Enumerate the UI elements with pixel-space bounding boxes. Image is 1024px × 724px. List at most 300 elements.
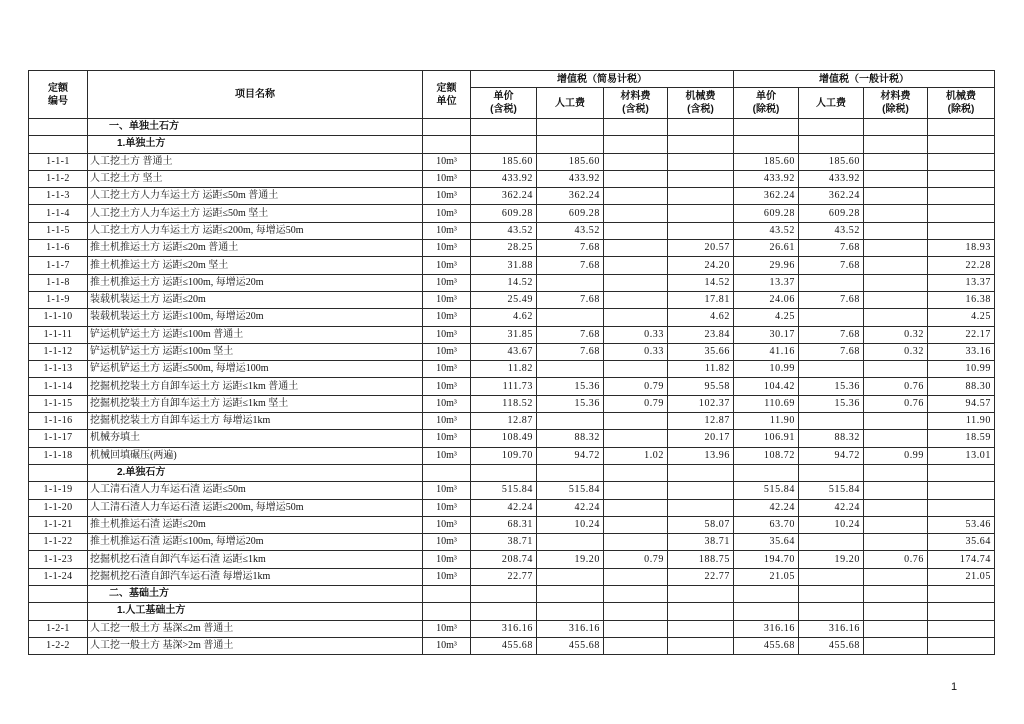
labor-cost-simple: 609.28 xyxy=(537,205,604,222)
unit-price-excl-tax: 515.84 xyxy=(734,482,799,499)
table-row xyxy=(29,378,995,395)
item-name: 机械回填碾压(两遍) xyxy=(88,447,423,464)
header-material-cost-excl-tax: 材料费 (除税) xyxy=(864,88,928,119)
quota-code: 1-1-7 xyxy=(29,257,88,274)
quota-unit: 10m³ xyxy=(423,637,471,654)
item-name: 铲运机铲运土方 运距≤100m 坚土 xyxy=(88,343,423,360)
empty-cell xyxy=(604,136,668,153)
machinery-cost-excl-tax: 13.01 xyxy=(928,447,995,464)
table-row xyxy=(29,153,995,170)
quota-code: 1-1-21 xyxy=(29,516,88,533)
material-cost-excl-tax xyxy=(864,413,928,430)
labor-cost-simple: 43.52 xyxy=(537,222,604,239)
table-row xyxy=(29,534,995,551)
empty-cell xyxy=(799,586,864,603)
material-cost-incl-tax: 0.79 xyxy=(604,395,668,412)
material-cost-excl-tax: 0.99 xyxy=(864,447,928,464)
material-cost-excl-tax xyxy=(864,637,928,654)
labor-cost-simple: 15.36 xyxy=(537,395,604,412)
labor-cost-simple: 94.72 xyxy=(537,447,604,464)
machinery-cost-incl-tax: 13.96 xyxy=(668,447,734,464)
item-name: 人工挖土方人力车运土方 运距≤50m 坚土 xyxy=(88,205,423,222)
subsection-heading-row xyxy=(29,603,995,620)
empty-cell xyxy=(799,464,864,481)
unit-price-incl-tax: 4.62 xyxy=(471,309,537,326)
table-row xyxy=(29,551,995,568)
material-cost-excl-tax: 0.32 xyxy=(864,326,928,343)
quota-code: 1-1-12 xyxy=(29,343,88,360)
material-cost-incl-tax xyxy=(604,568,668,585)
labor-cost-simple xyxy=(537,568,604,585)
unit-price-excl-tax: 11.90 xyxy=(734,413,799,430)
material-cost-incl-tax: 0.79 xyxy=(604,551,668,568)
empty-cell xyxy=(668,603,734,620)
empty-cell xyxy=(864,464,928,481)
labor-cost-simple xyxy=(537,309,604,326)
material-cost-excl-tax: 0.76 xyxy=(864,551,928,568)
subsection-heading-row xyxy=(29,136,995,153)
empty-cell xyxy=(864,136,928,153)
subsection-title: 1.人工基础土方 xyxy=(88,603,423,620)
machinery-cost-incl-tax: 35.66 xyxy=(668,343,734,360)
empty-cell xyxy=(423,136,471,153)
quota-code: 1-1-20 xyxy=(29,499,88,516)
labor-cost-general: 609.28 xyxy=(799,205,864,222)
labor-cost-general: 10.24 xyxy=(799,516,864,533)
empty-cell xyxy=(29,586,88,603)
material-cost-incl-tax: 1.02 xyxy=(604,447,668,464)
item-name: 挖掘机挖装土方自卸车运土方 每增运1km xyxy=(88,413,423,430)
labor-cost-simple: 7.68 xyxy=(537,326,604,343)
empty-cell xyxy=(734,464,799,481)
quota-unit: 10m³ xyxy=(423,378,471,395)
unit-price-incl-tax: 609.28 xyxy=(471,205,537,222)
machinery-cost-incl-tax: 188.75 xyxy=(668,551,734,568)
quota-table-container xyxy=(28,70,994,655)
unit-price-excl-tax: 106.91 xyxy=(734,430,799,447)
empty-cell xyxy=(604,464,668,481)
table-row xyxy=(29,205,995,222)
material-cost-incl-tax xyxy=(604,153,668,170)
unit-price-incl-tax: 515.84 xyxy=(471,482,537,499)
machinery-cost-excl-tax: 22.17 xyxy=(928,326,995,343)
quota-unit: 10m³ xyxy=(423,222,471,239)
labor-cost-general: 7.68 xyxy=(799,257,864,274)
unit-price-excl-tax: 24.06 xyxy=(734,291,799,308)
unit-price-incl-tax: 108.49 xyxy=(471,430,537,447)
material-cost-excl-tax xyxy=(864,516,928,533)
quota-code: 1-1-4 xyxy=(29,205,88,222)
labor-cost-simple: 42.24 xyxy=(537,499,604,516)
quota-unit: 10m³ xyxy=(423,291,471,308)
item-name: 挖掘机挖装土方自卸车运土方 运距≤1km 普通土 xyxy=(88,378,423,395)
quota-unit: 10m³ xyxy=(423,257,471,274)
unit-price-excl-tax: 108.72 xyxy=(734,447,799,464)
empty-cell xyxy=(864,603,928,620)
material-cost-excl-tax xyxy=(864,153,928,170)
machinery-cost-excl-tax: 11.90 xyxy=(928,413,995,430)
material-cost-excl-tax xyxy=(864,534,928,551)
header-quota-code: 定额 编号 xyxy=(29,71,88,119)
quota-unit: 10m³ xyxy=(423,326,471,343)
empty-cell xyxy=(537,603,604,620)
material-cost-excl-tax xyxy=(864,430,928,447)
labor-cost-general: 455.68 xyxy=(799,637,864,654)
quota-code: 1-1-2 xyxy=(29,170,88,187)
item-name: 推土机推运石渣 运距≤20m xyxy=(88,516,423,533)
subsection-heading-row xyxy=(29,464,995,481)
material-cost-incl-tax xyxy=(604,170,668,187)
machinery-cost-incl-tax: 20.17 xyxy=(668,430,734,447)
material-cost-excl-tax xyxy=(864,568,928,585)
material-cost-incl-tax xyxy=(604,499,668,516)
quota-code: 1-1-6 xyxy=(29,240,88,257)
section-title: 一、单独土石方 xyxy=(88,119,423,136)
material-cost-incl-tax xyxy=(604,291,668,308)
machinery-cost-incl-tax: 95.58 xyxy=(668,378,734,395)
empty-cell xyxy=(471,464,537,481)
material-cost-excl-tax xyxy=(864,274,928,291)
empty-cell xyxy=(864,586,928,603)
machinery-cost-excl-tax xyxy=(928,620,995,637)
empty-cell xyxy=(928,136,995,153)
table-row xyxy=(29,430,995,447)
empty-cell xyxy=(734,586,799,603)
material-cost-incl-tax xyxy=(604,361,668,378)
material-cost-excl-tax xyxy=(864,170,928,187)
material-cost-incl-tax xyxy=(604,222,668,239)
machinery-cost-incl-tax xyxy=(668,482,734,499)
labor-cost-simple: 7.68 xyxy=(537,240,604,257)
empty-cell xyxy=(799,603,864,620)
table-row xyxy=(29,516,995,533)
unit-price-incl-tax: 43.52 xyxy=(471,222,537,239)
quota-code: 1-2-1 xyxy=(29,620,88,637)
labor-cost-simple xyxy=(537,274,604,291)
material-cost-incl-tax xyxy=(604,516,668,533)
labor-cost-general xyxy=(799,274,864,291)
unit-price-excl-tax: 316.16 xyxy=(734,620,799,637)
quota-code: 1-1-24 xyxy=(29,568,88,585)
header-general-tax-group: 增值税（一般计税） xyxy=(734,71,995,88)
material-cost-excl-tax xyxy=(864,499,928,516)
empty-cell xyxy=(29,136,88,153)
labor-cost-general: 15.36 xyxy=(799,378,864,395)
unit-price-incl-tax: 22.77 xyxy=(471,568,537,585)
machinery-cost-incl-tax: 12.87 xyxy=(668,413,734,430)
labor-cost-general: 88.32 xyxy=(799,430,864,447)
labor-cost-simple xyxy=(537,361,604,378)
empty-cell xyxy=(471,586,537,603)
unit-price-excl-tax: 26.61 xyxy=(734,240,799,257)
material-cost-incl-tax xyxy=(604,240,668,257)
header-machinery-cost-excl-tax: 机械费 (除税) xyxy=(928,88,995,119)
quota-code: 1-1-8 xyxy=(29,274,88,291)
machinery-cost-excl-tax xyxy=(928,188,995,205)
quota-code: 1-1-16 xyxy=(29,413,88,430)
labor-cost-simple: 7.68 xyxy=(537,343,604,360)
material-cost-incl-tax xyxy=(604,309,668,326)
quota-unit: 10m³ xyxy=(423,153,471,170)
empty-cell xyxy=(423,603,471,620)
machinery-cost-excl-tax xyxy=(928,637,995,654)
machinery-cost-excl-tax: 21.05 xyxy=(928,568,995,585)
machinery-cost-incl-tax xyxy=(668,637,734,654)
table-row xyxy=(29,170,995,187)
quota-unit: 10m³ xyxy=(423,516,471,533)
empty-cell xyxy=(928,603,995,620)
material-cost-incl-tax: 0.79 xyxy=(604,378,668,395)
item-name: 人工挖土方 普通土 xyxy=(88,153,423,170)
table-row xyxy=(29,637,995,654)
empty-cell xyxy=(471,119,537,136)
empty-cell xyxy=(537,464,604,481)
quota-unit: 10m³ xyxy=(423,205,471,222)
machinery-cost-excl-tax: 4.25 xyxy=(928,309,995,326)
table-row xyxy=(29,222,995,239)
labor-cost-simple: 362.24 xyxy=(537,188,604,205)
item-name: 挖掘机挖石渣自卸汽车运石渣 运距≤1km xyxy=(88,551,423,568)
labor-cost-general: 19.20 xyxy=(799,551,864,568)
table-row xyxy=(29,413,995,430)
subsection-title: 1.单独土方 xyxy=(88,136,423,153)
item-name: 机械夯填土 xyxy=(88,430,423,447)
machinery-cost-incl-tax xyxy=(668,205,734,222)
quota-code: 1-2-2 xyxy=(29,637,88,654)
unit-price-incl-tax: 11.82 xyxy=(471,361,537,378)
machinery-cost-incl-tax: 14.52 xyxy=(668,274,734,291)
labor-cost-general: 15.36 xyxy=(799,395,864,412)
material-cost-incl-tax xyxy=(604,188,668,205)
unit-price-excl-tax: 21.05 xyxy=(734,568,799,585)
quota-unit: 10m³ xyxy=(423,430,471,447)
unit-price-excl-tax: 30.17 xyxy=(734,326,799,343)
header-item-name: 项目名称 xyxy=(88,71,423,119)
quota-unit: 10m³ xyxy=(423,188,471,205)
unit-price-excl-tax: 609.28 xyxy=(734,205,799,222)
material-cost-incl-tax xyxy=(604,274,668,291)
machinery-cost-incl-tax: 17.81 xyxy=(668,291,734,308)
material-cost-excl-tax xyxy=(864,257,928,274)
labor-cost-simple: 515.84 xyxy=(537,482,604,499)
unit-price-excl-tax: 4.25 xyxy=(734,309,799,326)
material-cost-excl-tax xyxy=(864,361,928,378)
table-row xyxy=(29,361,995,378)
quota-unit: 10m³ xyxy=(423,499,471,516)
labor-cost-simple: 15.36 xyxy=(537,378,604,395)
unit-price-excl-tax: 63.70 xyxy=(734,516,799,533)
unit-price-excl-tax: 10.99 xyxy=(734,361,799,378)
labor-cost-general xyxy=(799,534,864,551)
header-labor-cost-simple: 人工费 xyxy=(537,88,604,119)
unit-price-incl-tax: 31.85 xyxy=(471,326,537,343)
unit-price-excl-tax: 110.69 xyxy=(734,395,799,412)
machinery-cost-incl-tax xyxy=(668,499,734,516)
quota-code: 1-1-3 xyxy=(29,188,88,205)
empty-cell xyxy=(928,586,995,603)
quota-unit: 10m³ xyxy=(423,447,471,464)
item-name: 挖掘机挖石渣自卸汽车运石渣 每增运1km xyxy=(88,568,423,585)
empty-cell xyxy=(668,586,734,603)
unit-price-excl-tax: 362.24 xyxy=(734,188,799,205)
empty-cell xyxy=(668,119,734,136)
labor-cost-general: 94.72 xyxy=(799,447,864,464)
labor-cost-general: 316.16 xyxy=(799,620,864,637)
empty-cell xyxy=(537,119,604,136)
machinery-cost-excl-tax xyxy=(928,170,995,187)
quota-unit: 10m³ xyxy=(423,534,471,551)
machinery-cost-excl-tax: 10.99 xyxy=(928,361,995,378)
unit-price-incl-tax: 14.52 xyxy=(471,274,537,291)
empty-cell xyxy=(668,464,734,481)
machinery-cost-excl-tax: 88.30 xyxy=(928,378,995,395)
empty-cell xyxy=(423,586,471,603)
unit-price-incl-tax: 43.67 xyxy=(471,343,537,360)
machinery-cost-incl-tax xyxy=(668,620,734,637)
quota-code: 1-1-11 xyxy=(29,326,88,343)
quota-code: 1-1-19 xyxy=(29,482,88,499)
quota-code: 1-1-15 xyxy=(29,395,88,412)
quota-unit: 10m³ xyxy=(423,413,471,430)
item-name: 挖掘机挖装土方自卸车运土方 运距≤1km 坚土 xyxy=(88,395,423,412)
table-row xyxy=(29,326,995,343)
unit-price-excl-tax: 433.92 xyxy=(734,170,799,187)
unit-price-excl-tax: 13.37 xyxy=(734,274,799,291)
quota-code: 1-1-22 xyxy=(29,534,88,551)
empty-cell xyxy=(604,603,668,620)
table-row xyxy=(29,257,995,274)
machinery-cost-excl-tax xyxy=(928,499,995,516)
machinery-cost-excl-tax xyxy=(928,482,995,499)
material-cost-incl-tax: 0.33 xyxy=(604,326,668,343)
quota-unit: 10m³ xyxy=(423,395,471,412)
unit-price-incl-tax: 12.87 xyxy=(471,413,537,430)
labor-cost-simple: 19.20 xyxy=(537,551,604,568)
machinery-cost-incl-tax: 22.77 xyxy=(668,568,734,585)
item-name: 装载机装运土方 运距≤100m, 每增运20m xyxy=(88,309,423,326)
labor-cost-general: 42.24 xyxy=(799,499,864,516)
machinery-cost-excl-tax: 18.93 xyxy=(928,240,995,257)
table-header xyxy=(29,71,995,119)
header-unit-price-excl-tax: 单价 (除税) xyxy=(734,88,799,119)
machinery-cost-incl-tax: 20.57 xyxy=(668,240,734,257)
labor-cost-general xyxy=(799,309,864,326)
machinery-cost-excl-tax: 94.57 xyxy=(928,395,995,412)
machinery-cost-excl-tax xyxy=(928,205,995,222)
material-cost-excl-tax xyxy=(864,482,928,499)
unit-price-excl-tax: 42.24 xyxy=(734,499,799,516)
empty-cell xyxy=(471,136,537,153)
machinery-cost-excl-tax xyxy=(928,222,995,239)
labor-cost-simple xyxy=(537,534,604,551)
unit-price-excl-tax: 41.16 xyxy=(734,343,799,360)
labor-cost-simple xyxy=(537,413,604,430)
quota-unit: 10m³ xyxy=(423,240,471,257)
table-row xyxy=(29,499,995,516)
material-cost-excl-tax xyxy=(864,222,928,239)
quota-code: 1-1-13 xyxy=(29,361,88,378)
unit-price-incl-tax: 68.31 xyxy=(471,516,537,533)
empty-cell xyxy=(604,586,668,603)
labor-cost-general: 43.52 xyxy=(799,222,864,239)
empty-cell xyxy=(799,136,864,153)
unit-price-incl-tax: 109.70 xyxy=(471,447,537,464)
item-name: 人工清石渣人力车运石渣 运距≤50m xyxy=(88,482,423,499)
item-name: 人工挖土方人力车运土方 运距≤50m 普通土 xyxy=(88,188,423,205)
labor-cost-general: 7.68 xyxy=(799,326,864,343)
machinery-cost-incl-tax xyxy=(668,188,734,205)
labor-cost-general: 7.68 xyxy=(799,291,864,308)
material-cost-incl-tax xyxy=(604,257,668,274)
item-name: 人工挖一般土方 基深>2m 普通土 xyxy=(88,637,423,654)
labor-cost-general: 7.68 xyxy=(799,240,864,257)
empty-cell xyxy=(864,119,928,136)
labor-cost-simple: 10.24 xyxy=(537,516,604,533)
material-cost-excl-tax: 0.76 xyxy=(864,378,928,395)
empty-cell xyxy=(928,464,995,481)
table-body xyxy=(29,119,995,655)
labor-cost-general xyxy=(799,361,864,378)
machinery-cost-incl-tax xyxy=(668,170,734,187)
table-row xyxy=(29,482,995,499)
table-row xyxy=(29,240,995,257)
material-cost-incl-tax xyxy=(604,620,668,637)
empty-cell xyxy=(471,603,537,620)
item-name: 推土机推运土方 运距≤20m 坚土 xyxy=(88,257,423,274)
quota-unit: 10m³ xyxy=(423,343,471,360)
empty-cell xyxy=(799,119,864,136)
quota-code: 1-1-10 xyxy=(29,309,88,326)
unit-price-incl-tax: 433.92 xyxy=(471,170,537,187)
quota-unit: 10m³ xyxy=(423,309,471,326)
quota-code: 1-1-18 xyxy=(29,447,88,464)
unit-price-excl-tax: 194.70 xyxy=(734,551,799,568)
unit-price-incl-tax: 28.25 xyxy=(471,240,537,257)
machinery-cost-excl-tax: 35.64 xyxy=(928,534,995,551)
quota-code: 1-1-5 xyxy=(29,222,88,239)
machinery-cost-incl-tax: 58.07 xyxy=(668,516,734,533)
labor-cost-simple: 433.92 xyxy=(537,170,604,187)
empty-cell xyxy=(734,119,799,136)
material-cost-excl-tax xyxy=(864,205,928,222)
unit-price-incl-tax: 185.60 xyxy=(471,153,537,170)
quota-unit: 10m³ xyxy=(423,568,471,585)
machinery-cost-incl-tax: 102.37 xyxy=(668,395,734,412)
material-cost-excl-tax: 0.32 xyxy=(864,343,928,360)
machinery-cost-incl-tax: 11.82 xyxy=(668,361,734,378)
material-cost-incl-tax xyxy=(604,534,668,551)
empty-cell xyxy=(29,603,88,620)
unit-price-excl-tax: 43.52 xyxy=(734,222,799,239)
empty-cell xyxy=(734,136,799,153)
section-heading-row xyxy=(29,119,995,136)
machinery-cost-excl-tax: 33.16 xyxy=(928,343,995,360)
labor-cost-simple: 316.16 xyxy=(537,620,604,637)
table-row xyxy=(29,395,995,412)
machinery-cost-excl-tax: 16.38 xyxy=(928,291,995,308)
labor-cost-simple: 185.60 xyxy=(537,153,604,170)
machinery-cost-incl-tax: 4.62 xyxy=(668,309,734,326)
labor-cost-general: 433.92 xyxy=(799,170,864,187)
item-name: 推土机推运土方 运距≤20m 普通土 xyxy=(88,240,423,257)
machinery-cost-excl-tax: 13.37 xyxy=(928,274,995,291)
machinery-cost-incl-tax: 24.20 xyxy=(668,257,734,274)
labor-cost-general xyxy=(799,413,864,430)
material-cost-incl-tax xyxy=(604,205,668,222)
quota-unit: 10m³ xyxy=(423,620,471,637)
unit-price-incl-tax: 25.49 xyxy=(471,291,537,308)
table-row xyxy=(29,620,995,637)
